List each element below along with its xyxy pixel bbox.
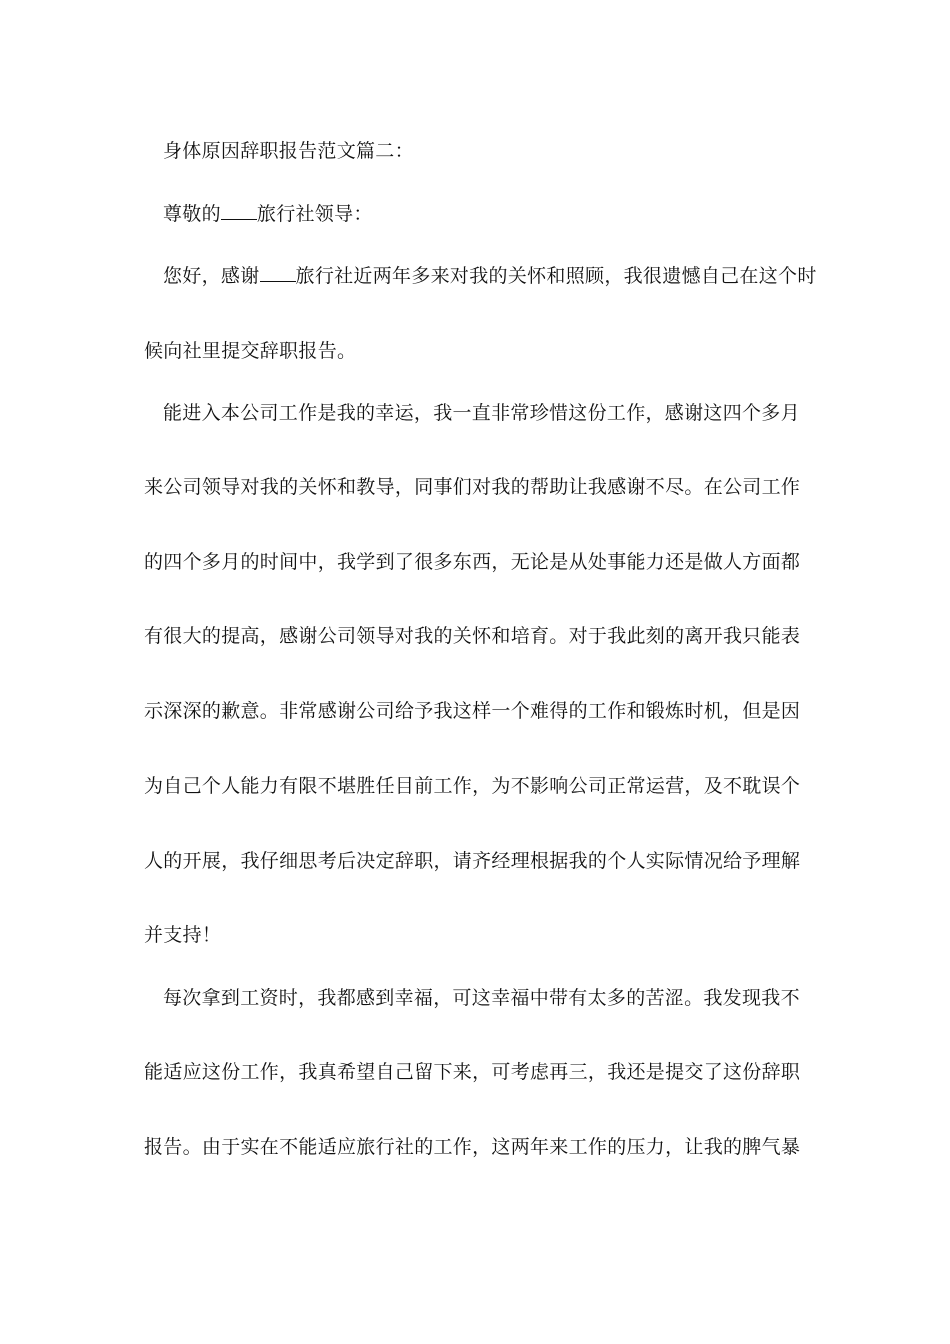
paragraph-2-line: 来公司领导对我的关怀和教导，同事们对我的帮助让我感谢不尽。在公司工作 <box>144 476 801 498</box>
paragraph-2-line: 能进入本公司工作是我的幸运，我一直非常珍惜这份工作，感谢这四个多月 <box>163 402 800 424</box>
fill-blank <box>260 263 296 282</box>
paragraph-2-line: 并支持！ <box>144 924 222 946</box>
paragraph-1-line-1-after: 旅行社近两年多来对我的关怀和照顾，我很遗憾自己在这个时 <box>295 265 817 287</box>
paragraph-1-line-2: 候向社里提交辞职报告。 <box>144 340 357 362</box>
paragraph-2-line: 人的开展，我仔细思考后决定辞职，请齐经理根据我的个人实际情况给予理解 <box>144 850 801 872</box>
paragraph-2-line: 为自己个人能力有限不堪胜任目前工作，为不影响公司正常运营，及不耽误个 <box>144 775 801 797</box>
paragraph-3-line: 报告。由于实在不能适应旅行社的工作，这两年来工作的压力，让我的脾气暴 <box>144 1136 801 1158</box>
paragraph-3-line: 每次拿到工资时，我都感到幸福，可这幸福中带有太多的苦涩。我发现我不 <box>163 987 800 1009</box>
document-heading <box>163 138 843 164</box>
paragraph-1-line-1-before: 您好，感谢 <box>163 265 260 287</box>
paragraph-2-line: 示深深的歉意。非常感谢公司给予我这样一个难得的工作和锻炼时机，但是因 <box>144 700 801 722</box>
salutation-after: 旅行社领导： <box>256 203 373 225</box>
heading-text: 身体原因辞职报告范文篇二： <box>163 140 414 162</box>
salutation <box>163 201 843 227</box>
paragraph-1-line-1 <box>163 263 843 289</box>
paragraph-2-line: 的四个多月的时间中，我学到了很多东西，无论是从处事能力还是做人方面都 <box>144 551 801 573</box>
fill-blank <box>221 201 257 220</box>
salutation-before: 尊敬的 <box>163 203 221 225</box>
paragraph-3-line: 能适应这份工作，我真希望自己留下来，可考虑再三，我还是提交了这份辞职 <box>144 1061 801 1083</box>
paragraph-2-line: 有很大的提高，感谢公司领导对我的关怀和培育。对于我此刻的离开我只能表 <box>144 625 801 647</box>
